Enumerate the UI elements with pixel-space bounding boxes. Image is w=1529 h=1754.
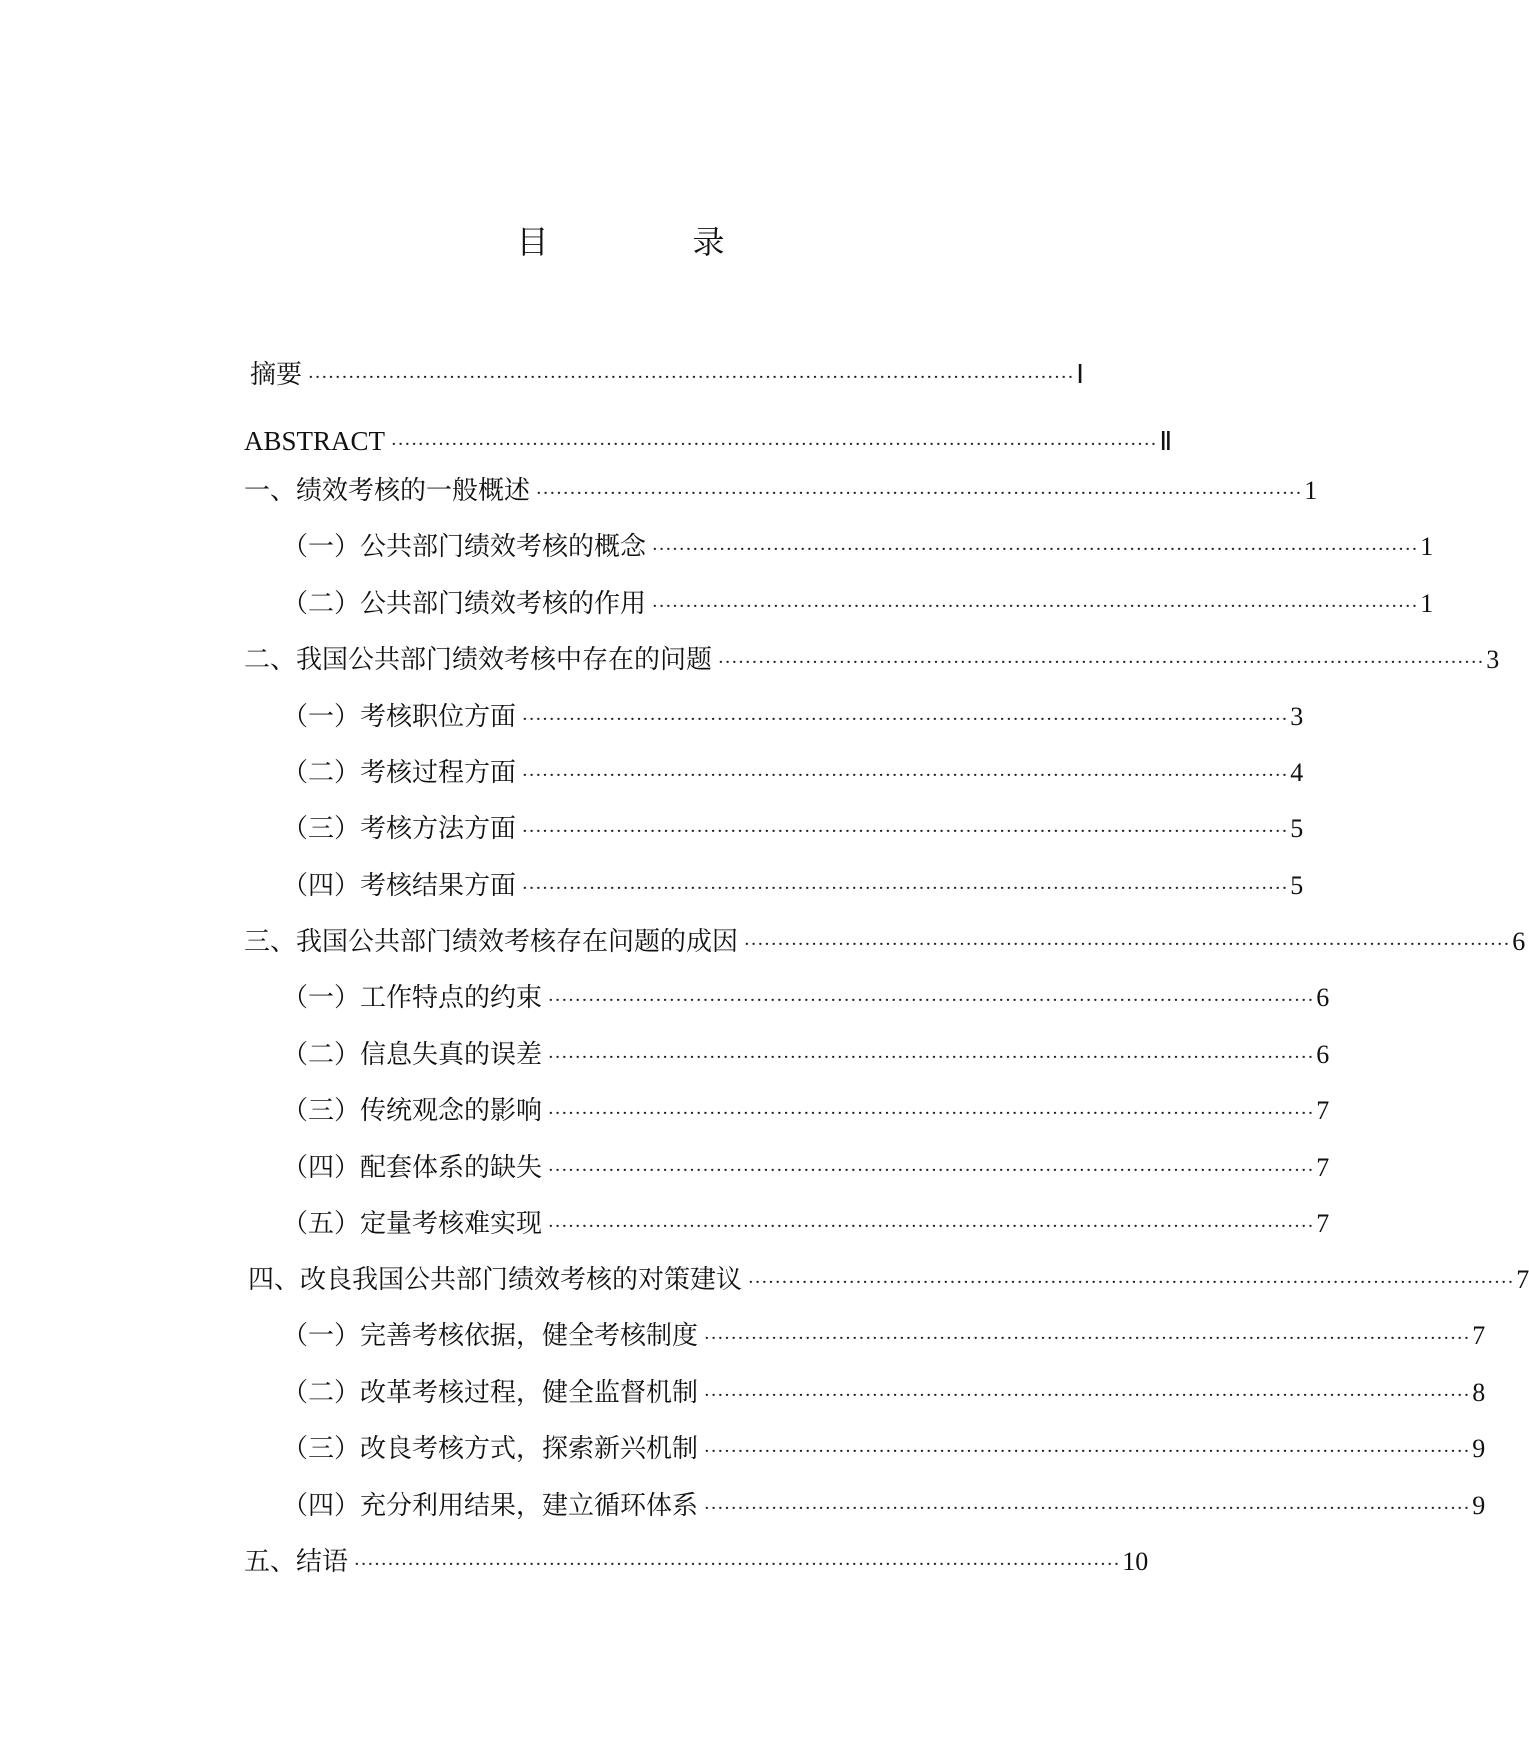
- toc-entry-text: 三、我国公共部门绩效考核存在问题的成因: [244, 927, 739, 957]
- toc-page-number: 6: [1316, 983, 1330, 1012]
- dot-leader: ··················································································································: [704, 1328, 1471, 1349]
- toc-page-number: 7: [1316, 1209, 1330, 1238]
- toc-entry-section-2-3[interactable]: [282, 812, 1304, 846]
- toc-page-number: 7: [1316, 1096, 1330, 1125]
- toc-entry-text: 一、绩效考核的一般概述: [244, 476, 531, 506]
- toc-entry-text: （三）传统观念的影响: [282, 1096, 543, 1126]
- toc-entry-chapter-3[interactable]: [244, 925, 1526, 959]
- dot-leader: ··················································································································: [744, 934, 1511, 955]
- dot-leader: ··················································································································: [548, 1216, 1315, 1237]
- toc-entry-text: （二）信息失真的误差: [282, 1040, 543, 1070]
- toc-page-number: 1: [1420, 589, 1434, 618]
- toc-page-number: 4: [1290, 758, 1304, 787]
- dot-leader: ··················································································································: [718, 652, 1485, 673]
- dot-leader: ··················································································································: [522, 765, 1289, 786]
- dot-leader: ··················································································································: [748, 1272, 1515, 1293]
- toc-page-number: 5: [1290, 871, 1304, 900]
- toc-page-number: 7: [1316, 1153, 1330, 1182]
- toc-page-number: 8: [1472, 1378, 1486, 1407]
- toc-entry-section-3-5[interactable]: [282, 1207, 1330, 1241]
- dot-leader: ··················································································································: [536, 483, 1303, 504]
- dot-leader: ··················································································································: [522, 709, 1289, 730]
- toc-entry-text: （一）考核职位方面: [282, 702, 517, 732]
- toc-entry-abstract-cn[interactable]: [250, 358, 1084, 392]
- dot-leader: ··················································································································: [704, 1441, 1471, 1462]
- toc-entry-text: （四）配套体系的缺失: [282, 1153, 543, 1183]
- toc-entry-section-4-2[interactable]: [282, 1376, 1486, 1410]
- toc-page-number: 7: [1516, 1265, 1529, 1294]
- toc-page-number: 1: [1420, 532, 1434, 561]
- toc-entry-section-3-4[interactable]: [282, 1151, 1330, 1185]
- toc-entry-text: （三）改良考核方式，探索新兴机制: [282, 1434, 699, 1464]
- toc-entry-text: （一）完善考核依据，健全考核制度: [282, 1321, 699, 1351]
- dot-leader: ··················································································································: [548, 1103, 1315, 1124]
- toc-page-number: 9: [1472, 1491, 1486, 1520]
- toc-entry-section-3-2[interactable]: [282, 1038, 1330, 1072]
- toc-entry-text: （一）工作特点的约束: [282, 983, 543, 1013]
- dot-leader: ··················································································································: [308, 367, 1075, 388]
- toc-entry-text: 四、改良我国公共部门绩效考核的对策建议: [248, 1265, 743, 1295]
- toc-page-number: 9: [1472, 1434, 1486, 1463]
- toc-page-number: 6: [1512, 927, 1526, 956]
- toc-entry-chapter-2[interactable]: [244, 643, 1500, 677]
- dot-leader: ··················································································································: [548, 1160, 1315, 1181]
- toc-entry-text: （二）考核过程方面: [282, 758, 517, 788]
- dot-leader: ··················································································································: [391, 434, 1158, 455]
- toc-page-number: 6: [1316, 1040, 1330, 1069]
- toc-entry-chapter-5[interactable]: [244, 1545, 1149, 1579]
- toc-entry-text: （二）改革考核过程，健全监督机制: [282, 1378, 699, 1408]
- toc-entry-text: （二）公共部门绩效考核的作用: [282, 589, 647, 619]
- toc-entry-chapter-4[interactable]: [248, 1263, 1529, 1297]
- dot-leader: ··················································································································: [548, 1047, 1315, 1068]
- page-title: 目 录: [516, 223, 781, 261]
- toc-entry-section-2-2[interactable]: [282, 756, 1304, 790]
- toc-entry-text: （三）考核方法方面: [282, 814, 517, 844]
- toc-entry-section-4-1[interactable]: [282, 1319, 1486, 1353]
- toc-entry-section-4-3[interactable]: [282, 1432, 1486, 1466]
- dot-leader: ··················································································································: [548, 990, 1315, 1011]
- toc-entry-section-2-4[interactable]: [282, 869, 1304, 903]
- toc-page-number: 7: [1472, 1321, 1486, 1350]
- toc-page-number: 10: [1122, 1547, 1149, 1576]
- dot-leader: ··················································································································: [704, 1385, 1471, 1406]
- toc-entry-text: 摘要: [250, 360, 303, 390]
- dot-leader: ··················································································································: [354, 1554, 1121, 1575]
- toc-page-number: Ⅰ: [1076, 360, 1084, 389]
- toc-entry-chapter-1[interactable]: [244, 474, 1318, 508]
- toc-page-number: 1: [1304, 476, 1318, 505]
- toc-entry-section-3-1[interactable]: [282, 981, 1330, 1015]
- toc-entry-abstract-en[interactable]: [244, 424, 1173, 458]
- dot-leader: ··················································································································: [652, 596, 1419, 617]
- toc-entry-text: ABSTRACT: [244, 426, 386, 456]
- toc-entry-section-2-1[interactable]: [282, 700, 1304, 734]
- dot-leader: ··················································································································: [704, 1498, 1471, 1519]
- toc-entry-section-1-1[interactable]: [282, 530, 1434, 564]
- toc-entry-text: 五、结语: [244, 1547, 349, 1577]
- toc-entry-text: （四）考核结果方面: [282, 871, 517, 901]
- toc-entry-section-3-3[interactable]: [282, 1094, 1330, 1128]
- toc-entry-text: （四）充分利用结果，建立循环体系: [282, 1491, 699, 1521]
- toc-entry-text: （一）公共部门绩效考核的概念: [282, 532, 647, 562]
- toc-entry-section-1-2[interactable]: [282, 587, 1434, 621]
- toc-page-number: 5: [1290, 814, 1304, 843]
- toc-page-number: 3: [1290, 702, 1304, 731]
- toc-entry-text: （五）定量考核难实现: [282, 1209, 543, 1239]
- toc-page-number: 3: [1486, 645, 1500, 674]
- toc-entry-text: 二、我国公共部门绩效考核中存在的问题: [244, 645, 713, 675]
- dot-leader: ··················································································································: [652, 539, 1419, 560]
- toc-entry-section-4-4[interactable]: [282, 1489, 1486, 1523]
- toc-page-number: Ⅱ: [1159, 427, 1173, 456]
- dot-leader: ··················································································································: [522, 878, 1289, 899]
- dot-leader: ··················································································································: [522, 821, 1289, 842]
